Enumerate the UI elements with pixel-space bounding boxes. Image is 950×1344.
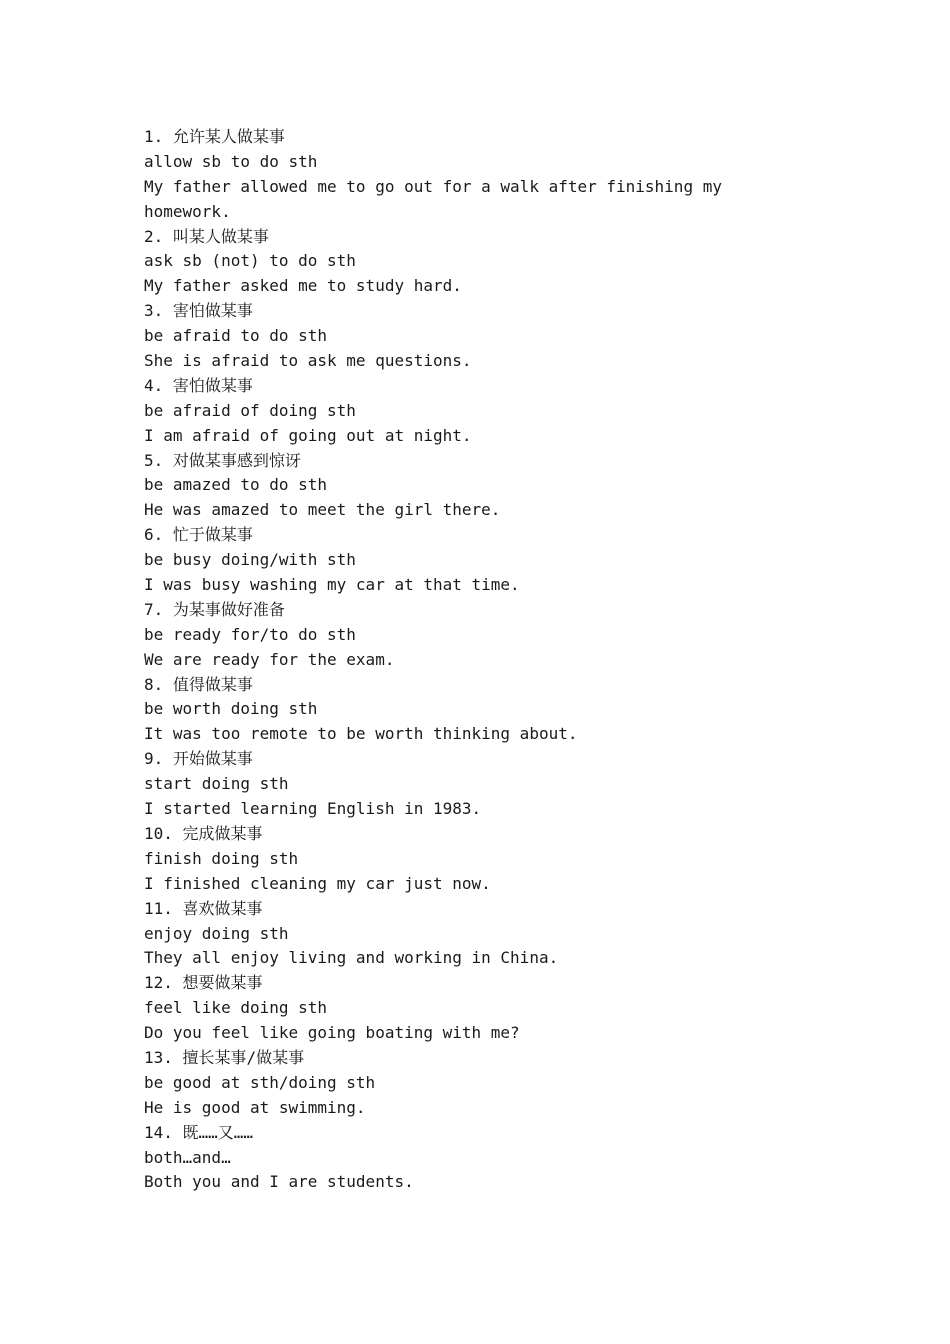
entry-heading: 12. 想要做某事 — [144, 973, 263, 993]
entry-example: He was amazed to meet the girl there. — [144, 500, 501, 520]
entry-example: I finished cleaning my car just now. — [144, 873, 491, 893]
entry-1 — [144, 125, 844, 225]
entry-heading: 9. 开始做某事 — [144, 749, 253, 769]
entry-example: She is afraid to ask me questions. — [144, 351, 472, 371]
entry-phrase: be ready for/to do sth — [144, 624, 356, 644]
entry-phrase: be busy doing/with sth — [144, 550, 356, 570]
entry-example: My father allowed me to go out for a walk after finishing my — [144, 176, 722, 196]
entry-phrase: be afraid of doing sth — [144, 400, 356, 420]
entry-heading: 14. 既……又…… — [144, 1122, 254, 1142]
entry-6 — [144, 523, 844, 598]
entry-11 — [144, 897, 844, 972]
entry-example: It was too remote to be worth thinking about. — [144, 724, 578, 744]
entry-heading: 7. 为某事做好准备 — [144, 599, 285, 619]
entry-phrase: start doing sth — [144, 774, 289, 794]
entry-example: Do you feel like going boating with me? — [144, 1023, 520, 1043]
entry-5 — [144, 449, 844, 524]
entry-13 — [144, 1046, 844, 1121]
entry-10 — [144, 822, 844, 897]
entry-example: He is good at swimming. — [144, 1097, 366, 1117]
entry-heading: 11. 喜欢做某事 — [144, 898, 263, 918]
entry-heading: 8. 值得做某事 — [144, 674, 253, 694]
entry-heading: 13. 擅长某事/做某事 — [144, 1047, 305, 1067]
entry-example: We are ready for the exam. — [144, 649, 395, 669]
entry-14 — [144, 1121, 844, 1196]
entry-example: I am afraid of going out at night. — [144, 425, 472, 445]
entry-phrase: be worth doing sth — [144, 699, 318, 719]
entry-phrase: allow sb to do sth — [144, 151, 318, 171]
entry-example: I was busy washing my car at that time. — [144, 575, 520, 595]
entry-example-continuation: homework. — [144, 201, 231, 221]
entry-phrase: feel like doing sth — [144, 998, 328, 1018]
entry-phrase: ask sb (not) to do sth — [144, 251, 356, 271]
entry-3 — [144, 299, 844, 374]
entry-heading: 2. 叫某人做某事 — [144, 226, 269, 246]
entry-example: Both you and I are students. — [144, 1172, 414, 1192]
entry-heading: 5. 对做某事感到惊讶 — [144, 450, 301, 470]
entry-example: They all enjoy living and working in China. — [144, 948, 559, 968]
entry-9 — [144, 747, 844, 822]
entry-phrase: enjoy doing sth — [144, 923, 289, 943]
entry-example: I started learning English in 1983. — [144, 799, 482, 819]
entry-12 — [144, 971, 844, 1046]
entry-example: My father asked me to study hard. — [144, 276, 462, 296]
entry-heading: 1. 允许某人做某事 — [144, 127, 285, 146]
entry-4 — [144, 374, 844, 449]
entry-phrase: both…and… — [144, 1147, 231, 1167]
document-page — [144, 125, 844, 1195]
entry-heading: 3. 害怕做某事 — [144, 301, 253, 321]
entry-heading: 10. 完成做某事 — [144, 823, 263, 843]
entry-phrase: be amazed to do sth — [144, 475, 328, 495]
entry-heading: 4. 害怕做某事 — [144, 375, 253, 395]
entry-heading: 6. 忙于做某事 — [144, 525, 253, 545]
entry-phrase: be good at sth/doing sth — [144, 1072, 376, 1092]
entry-phrase: be afraid to do sth — [144, 326, 328, 346]
entry-phrase: finish doing sth — [144, 848, 299, 868]
entry-7 — [144, 598, 844, 673]
entry-2 — [144, 225, 844, 300]
entry-8 — [144, 673, 844, 748]
